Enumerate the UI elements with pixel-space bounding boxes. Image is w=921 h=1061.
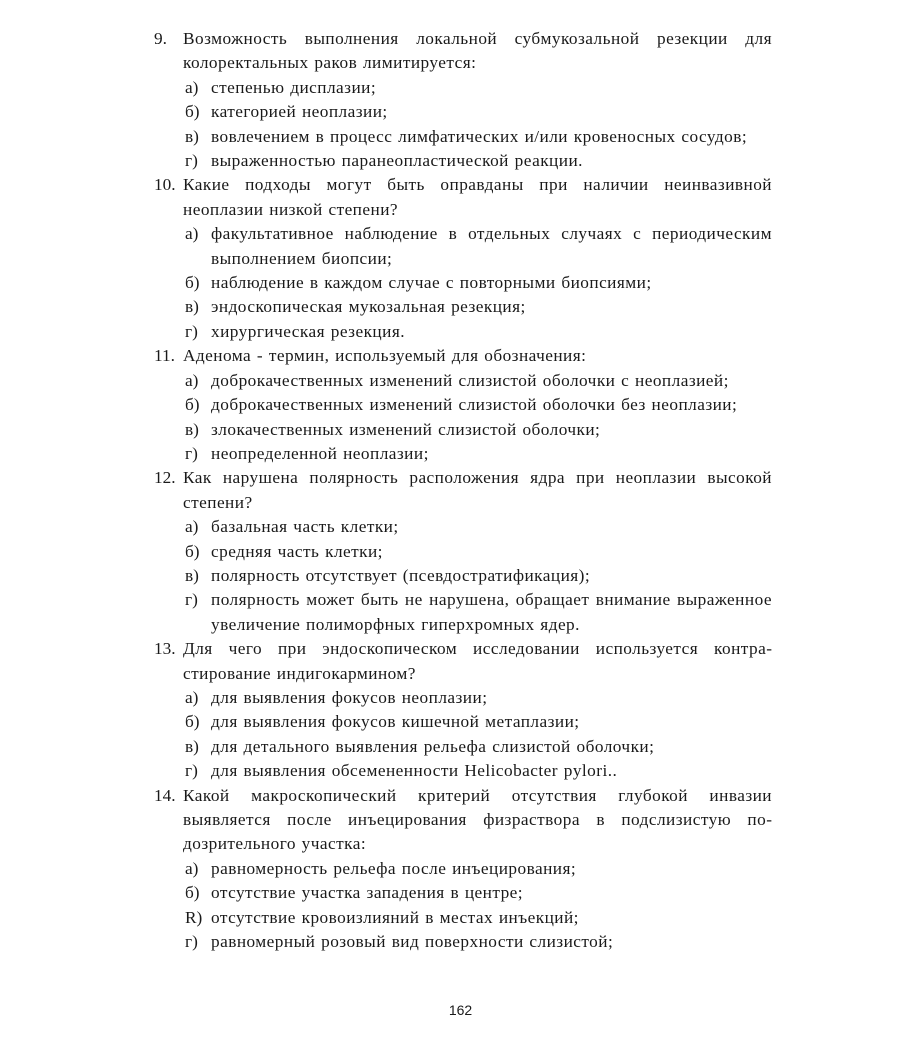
question-text: Для чего при эндоскопическом исследовании используется контрастирование индигокармином? — [183, 639, 772, 683]
question-line — [154, 784, 772, 857]
answer-option — [154, 295, 772, 319]
question-number: 11. — [154, 346, 175, 366]
option-text: наблюдение в каждом случае с повторными биопсиями; — [211, 273, 652, 293]
option-text: равномерный розовый вид поверхности слизистой; — [211, 932, 614, 952]
option-text: категорией неоплазии; — [211, 102, 388, 122]
question-line — [154, 173, 772, 222]
option-text: доброкачественных изменений слизистой оболочки с неоплазией; — [211, 370, 729, 390]
option-text: для выявления обсемененности Helicobacter pylori.. — [211, 761, 618, 781]
option-letter: г) — [185, 590, 198, 610]
option-letter: а) — [185, 77, 199, 97]
question-list — [154, 27, 772, 954]
answer-options — [154, 76, 772, 174]
answer-option — [154, 393, 772, 417]
answer-option — [154, 320, 772, 344]
option-text: для детального выявления рельефа слизистой оболочки; — [211, 736, 655, 756]
option-letter: а) — [185, 858, 199, 878]
option-text: степенью дисплазии; — [211, 77, 377, 97]
question-item — [154, 27, 772, 173]
option-text: полярность отсутствует (псевдостратификация); — [211, 565, 591, 585]
answer-option — [154, 759, 772, 783]
answer-option — [154, 442, 772, 466]
question-number: 13. — [154, 639, 176, 659]
question-number: 14. — [154, 785, 176, 805]
question-line — [154, 344, 772, 368]
answer-option — [154, 930, 772, 954]
answer-option — [154, 588, 772, 637]
answer-option — [154, 100, 772, 124]
option-letter: а) — [185, 687, 199, 707]
option-letter: г) — [185, 443, 198, 463]
answer-option — [154, 564, 772, 588]
question-number: 10. — [154, 175, 176, 195]
option-text: вовлечением в процесс лимфатических и/или кровеносных сосудов; — [211, 126, 748, 146]
option-letter: б) — [185, 883, 200, 903]
option-letter: а) — [185, 370, 199, 390]
option-text: хирургическая резекция. — [211, 321, 405, 341]
question-line — [154, 27, 772, 76]
option-letter: б) — [185, 541, 200, 561]
option-text: равномерность рельефа после инъецирования; — [211, 858, 577, 878]
option-letter: б) — [185, 273, 200, 293]
option-letter: б) — [185, 102, 200, 122]
question-text: Какие подходы могут быть оправданы при наличии неинвазивной неоплазии низкой степени? — [183, 175, 772, 219]
answer-options — [154, 515, 772, 637]
option-letter: г) — [185, 151, 198, 171]
answer-option — [154, 881, 772, 905]
option-letter: б) — [185, 712, 200, 732]
answer-options — [154, 686, 772, 784]
question-line — [154, 466, 772, 515]
option-text: для выявления фокусов кишечной метаплазии; — [211, 712, 580, 732]
option-letter: б) — [185, 395, 200, 415]
option-text: для выявления фокусов неоплазии; — [211, 687, 488, 707]
option-letter: г) — [185, 932, 198, 952]
question-text: Какой макроскопический критерий отсутствия глубокой инвазии выявляется после инъецирования физраствора в подслизистую подозрительного участка: — [183, 785, 772, 854]
option-text: отсутствие кровоизлияний в местах инъекций; — [211, 907, 579, 927]
option-text: факультативное наблюдение в отдельных случаях с периодическим выполнением биопсии; — [211, 224, 772, 268]
option-letter: в) — [185, 736, 199, 756]
answer-option — [154, 515, 772, 539]
answer-option — [154, 271, 772, 295]
answer-option — [154, 686, 772, 710]
option-letter: г) — [185, 321, 198, 341]
option-text: полярность может быть не нарушена, обращает внимание выраженное увеличение полиморфных гиперхромных ядер. — [211, 590, 772, 634]
option-text: эндоскопическая мукозальная резекция; — [211, 297, 526, 317]
question-text: Как нарушена полярность расположения ядра при неоплазии высокой степени? — [183, 468, 772, 512]
answer-options — [154, 222, 772, 344]
page-number: 162 — [448, 1002, 473, 1018]
answer-option — [154, 369, 772, 393]
answer-option — [154, 906, 772, 930]
question-item — [154, 637, 772, 783]
option-letter: г) — [185, 761, 198, 781]
answer-option — [154, 76, 772, 100]
option-text: средняя часть клетки; — [211, 541, 383, 561]
option-text: базальная часть клетки; — [211, 517, 399, 537]
option-text: злокачественных изменений слизистой оболочки; — [211, 419, 601, 439]
option-text: неопределенной неоплазии; — [211, 443, 429, 463]
question-item — [154, 173, 772, 344]
option-letter: а) — [185, 517, 199, 537]
option-letter: в) — [185, 126, 199, 146]
question-item — [154, 466, 772, 637]
answer-option — [154, 857, 772, 881]
answer-option — [154, 418, 772, 442]
answer-option — [154, 735, 772, 759]
answer-option — [154, 149, 772, 173]
question-item — [154, 344, 772, 466]
question-item — [154, 784, 772, 955]
answer-option — [154, 540, 772, 564]
option-letter: в) — [185, 419, 199, 439]
option-text: отсутствие участка западения в центре; — [211, 883, 524, 903]
question-number: 9. — [154, 29, 167, 48]
question-text: Возможность выполнения локальной субмукозальной резекции для колоректальных раков лимитируется: — [183, 29, 772, 73]
answer-option — [154, 710, 772, 734]
option-letter: в) — [185, 565, 199, 585]
question-line — [154, 637, 772, 686]
option-text: выраженностью паранеопластической реакции. — [211, 151, 583, 171]
answer-option — [154, 125, 772, 149]
answer-options — [154, 857, 772, 955]
option-letter: в) — [185, 297, 199, 317]
option-text: доброкачественных изменений слизистой оболочки без неоплазии; — [211, 395, 738, 415]
option-letter: а) — [185, 224, 199, 244]
option-letter: R) — [185, 907, 203, 927]
question-text: Аденома - термин, используемый для обозначения: — [183, 346, 587, 366]
answer-option — [154, 222, 772, 271]
question-number: 12. — [154, 468, 176, 488]
answer-options — [154, 369, 772, 467]
